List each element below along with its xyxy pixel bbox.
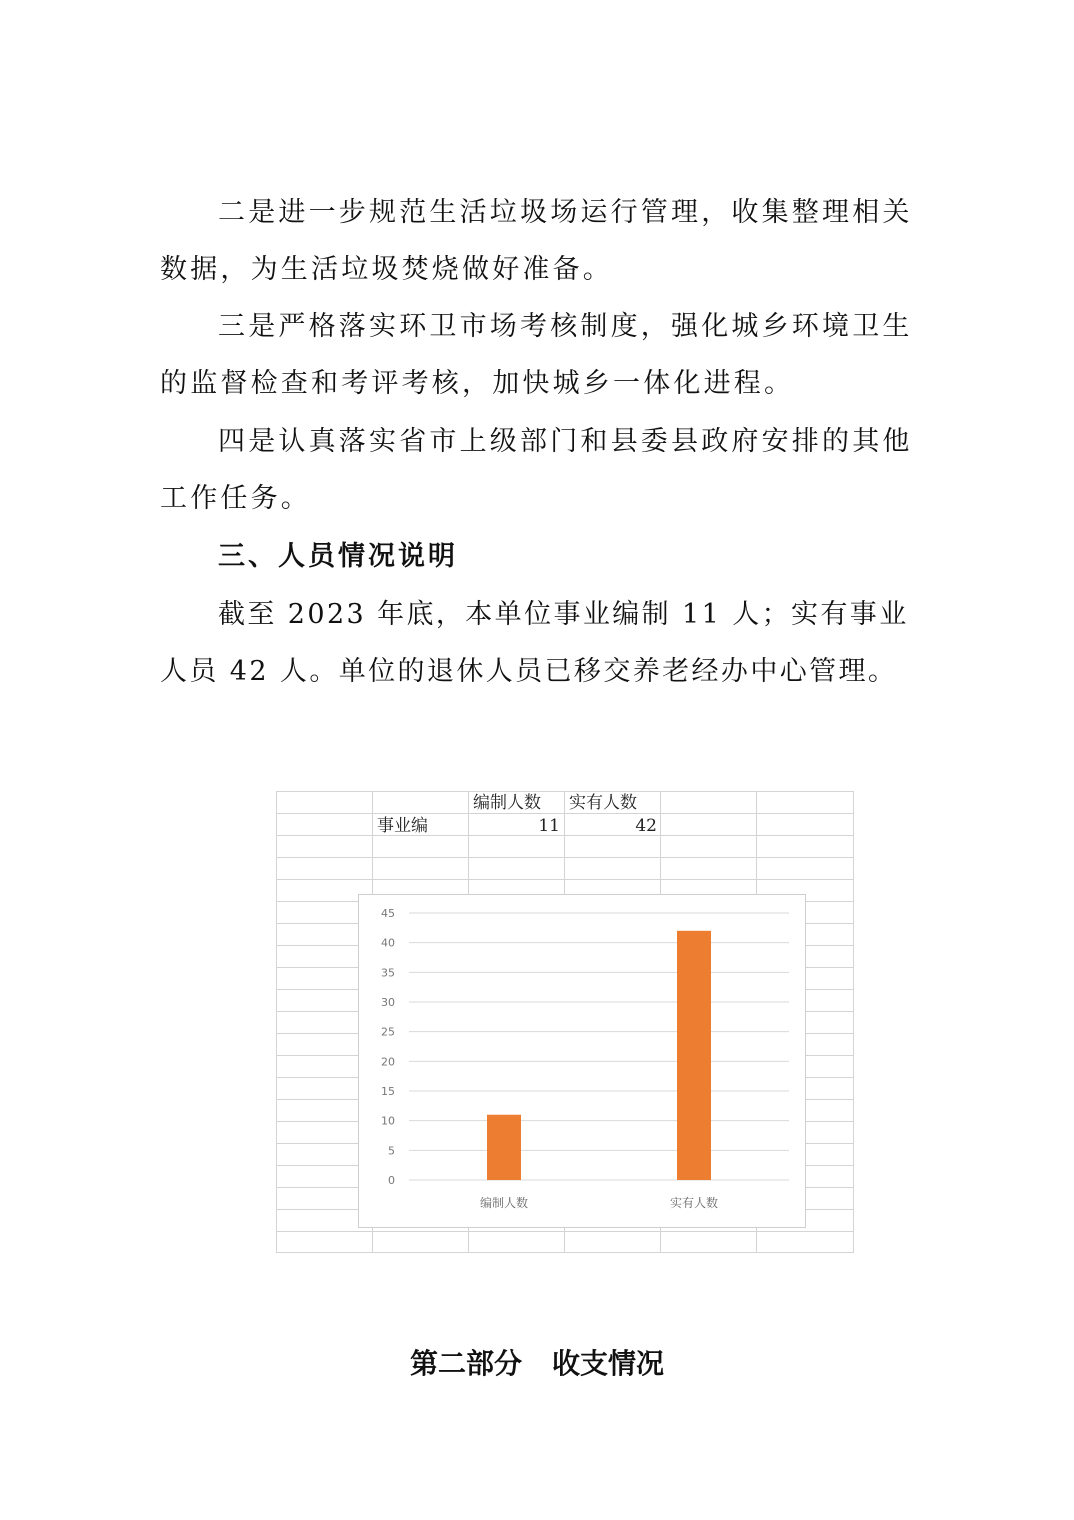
- paragraph-sanitation-assessment: [160, 298, 926, 412]
- y-tick-label: 15: [381, 1085, 395, 1098]
- y-tick-label: 25: [381, 1025, 395, 1039]
- y-tick-label: 45: [381, 907, 395, 920]
- x-category-label: 实有人数: [669, 1196, 719, 1210]
- sheet-value-authorized: 11: [538, 816, 560, 836]
- y-tick-label: 30: [381, 996, 395, 1009]
- bar-chart: [358, 894, 806, 1228]
- y-tick-label: 0: [388, 1174, 395, 1187]
- paragraph-waste-management: [160, 184, 926, 298]
- paragraph-text: 截至 2023 年底，本单位事业编制 11 人；实有事业人员 42 人。单位的退休人员已移交养老经办中心管理。: [160, 599, 909, 687]
- y-tick-label: 5: [388, 1144, 395, 1158]
- paragraph-staff-info: [160, 586, 926, 700]
- part-title: [0, 1342, 1074, 1386]
- sheet-header-actual: 实有人数: [569, 793, 637, 813]
- y-tick-label: 40: [381, 936, 395, 950]
- bar-chart-plot: [359, 895, 807, 1229]
- part-number: 第二部分: [409, 1347, 522, 1380]
- section-heading: 三、人员情况说明: [218, 541, 458, 572]
- sheet-header-authorized: 编制人数: [473, 793, 541, 813]
- bar: [677, 931, 711, 1180]
- x-category-label: 编制人数: [479, 1196, 529, 1210]
- sheet-row-label: 事业编: [377, 816, 428, 836]
- bar: [487, 1115, 521, 1180]
- paragraph-other-tasks: [160, 413, 926, 527]
- paragraph-text: 三是严格落实环卫市场考核制度，强化城乡环境卫生的监督检查和考评考核，加快城乡一体化进程。: [160, 311, 913, 399]
- sheet-value-actual: 42: [635, 816, 657, 836]
- y-tick-label: 35: [381, 966, 395, 980]
- part-name: 收支情况: [552, 1347, 665, 1380]
- paragraph-text: 二是进一步规范生活垃圾场运行管理，收集整理相关数据，为生活垃圾焚烧做好准备。: [160, 197, 913, 285]
- y-tick-label: 10: [381, 1114, 395, 1128]
- y-tick-label: 20: [381, 1055, 395, 1069]
- paragraph-text: 四是认真落实省市上级部门和县委县政府安排的其他工作任务。: [160, 426, 913, 514]
